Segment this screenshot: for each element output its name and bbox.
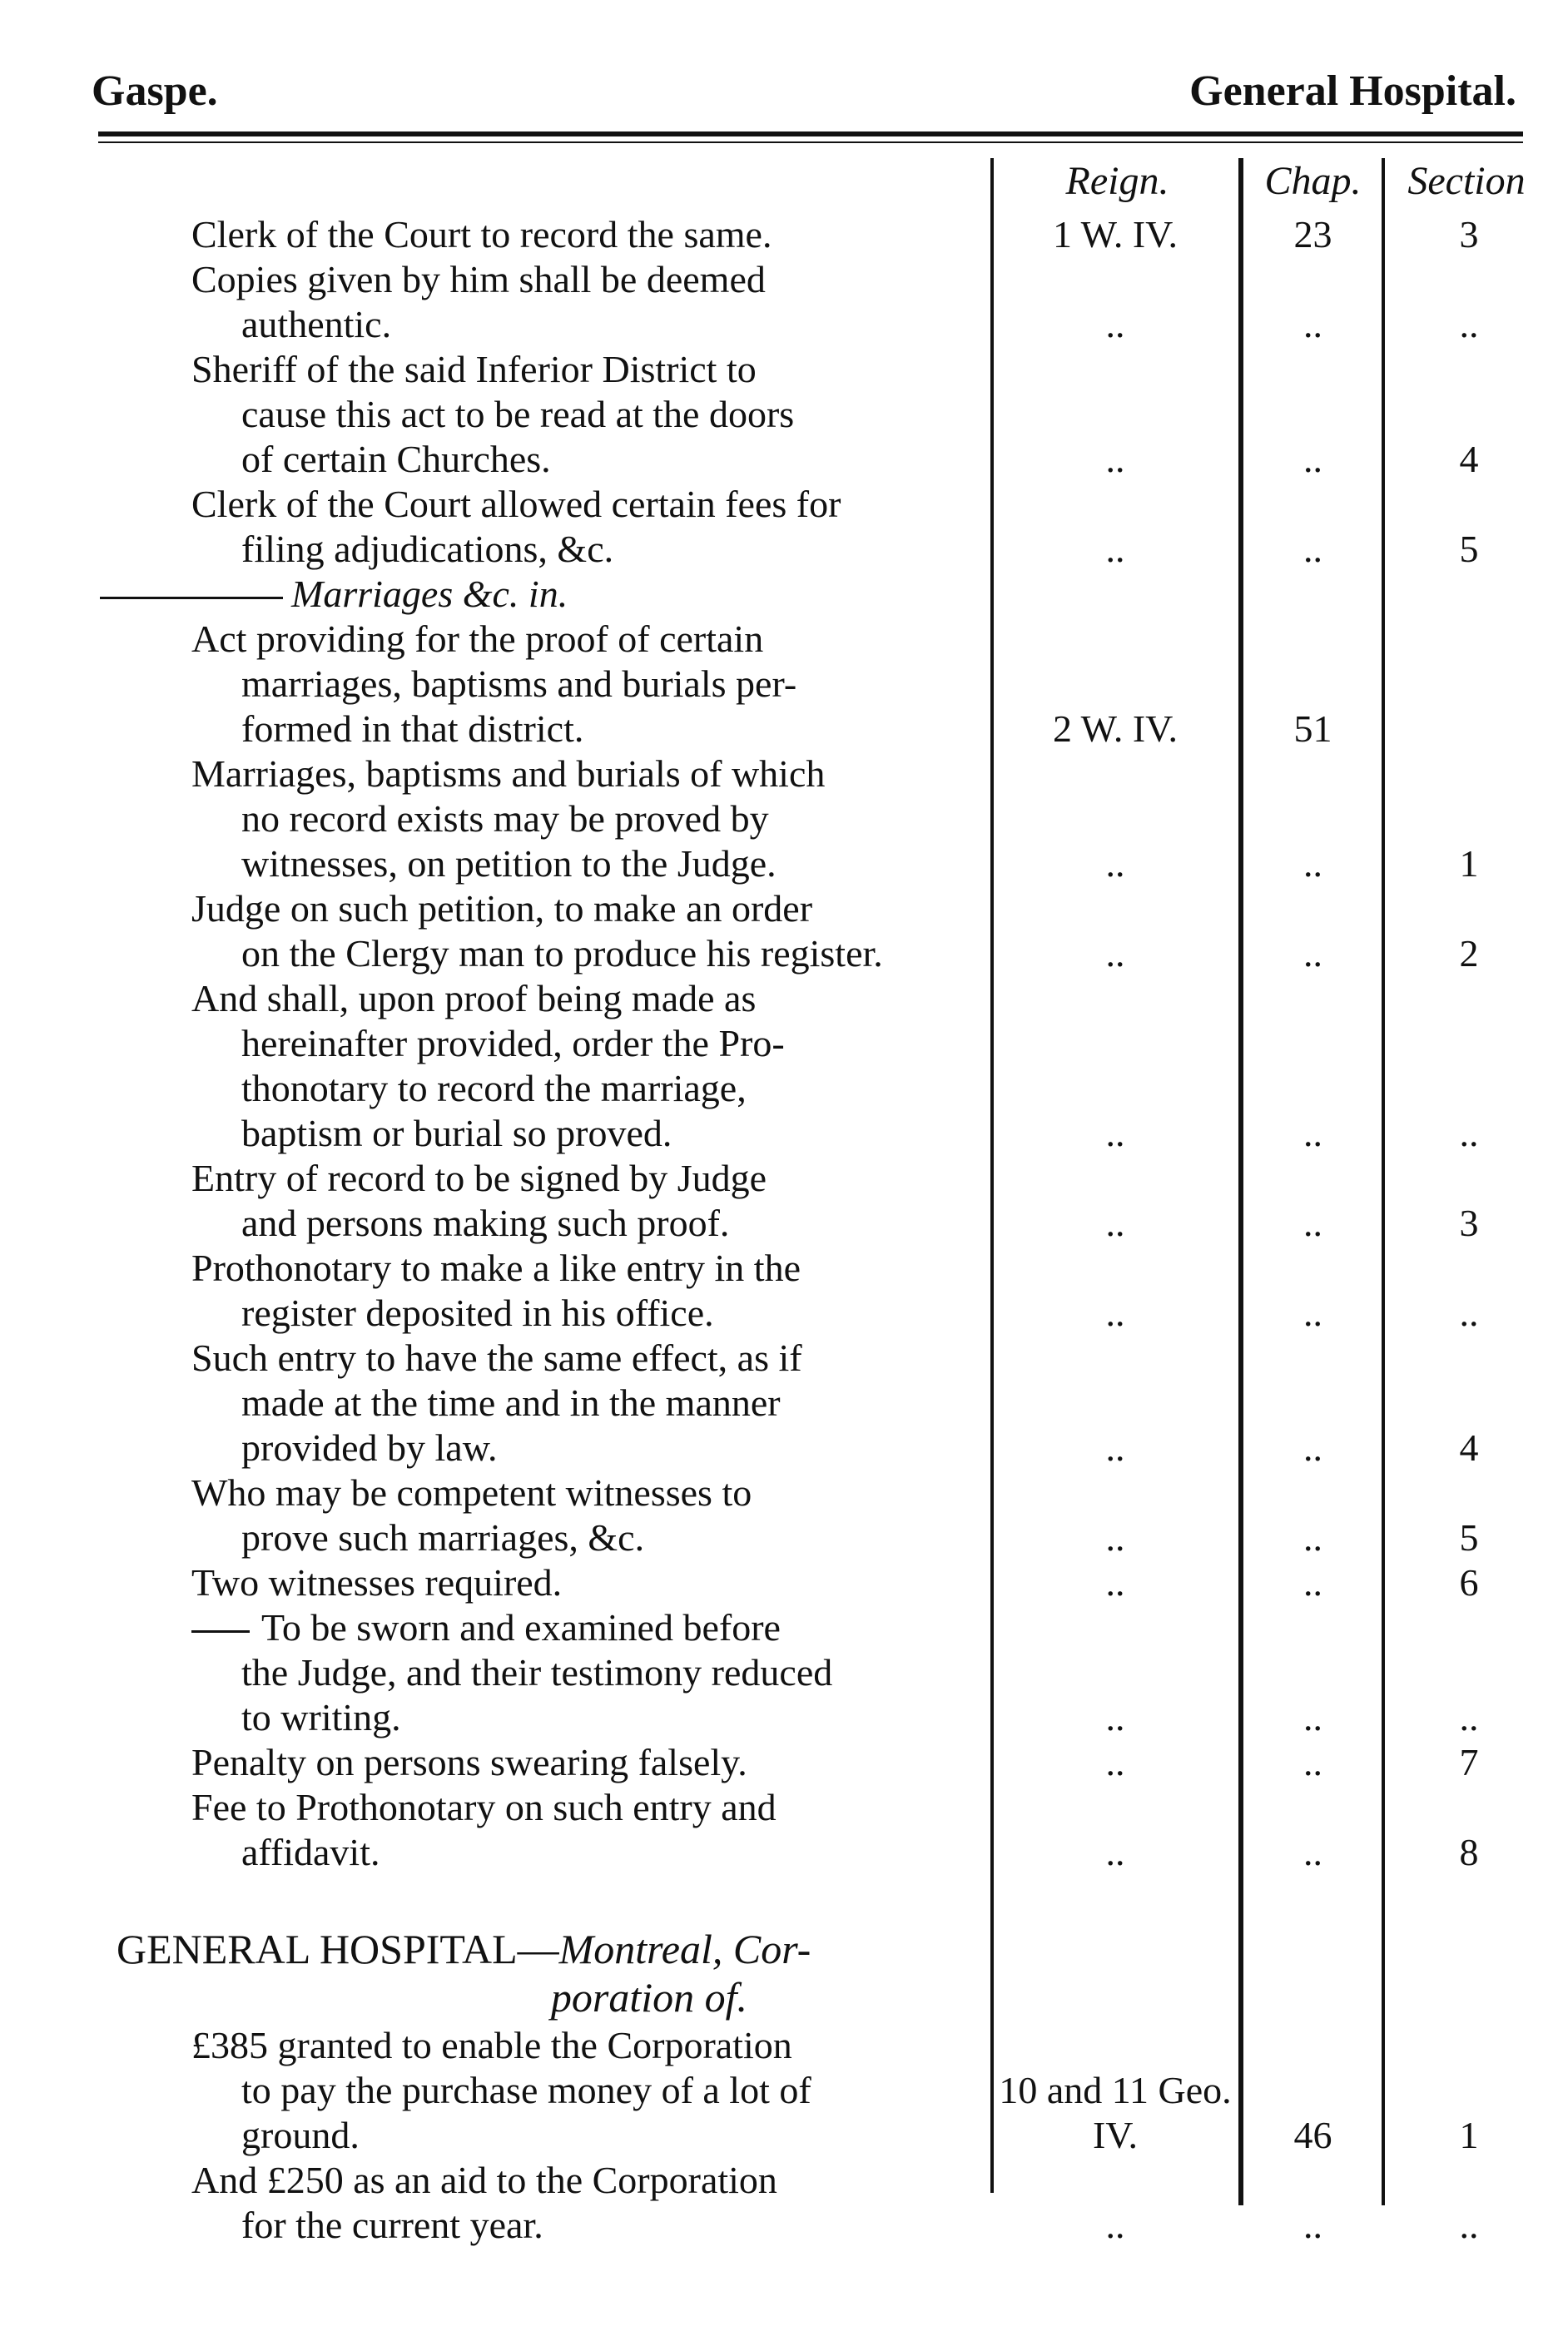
entry-line: for the current year. (241, 2204, 543, 2246)
entry-line: Judge on such petition, to make an order (191, 887, 813, 930)
entry-line: no record exists may be proved by (241, 797, 769, 840)
chapter-cell: .. (1303, 1426, 1322, 1469)
entry-line: of certain Churches. (241, 438, 551, 480)
reign-cell: .. (1105, 842, 1125, 885)
entry-line: Who may be competent witnesses to (191, 1471, 752, 1514)
section-cell: 6 (1459, 1561, 1479, 1604)
index-entry (0, 1471, 1568, 1560)
chapter-cell: .. (1303, 528, 1322, 570)
section-cell: .. (1459, 303, 1479, 345)
index-entry (0, 1246, 1568, 1336)
index-entry (0, 257, 1568, 347)
entry-line: on the Clergy man to produce his register. (241, 932, 883, 975)
entry-line: authentic. (241, 303, 392, 345)
entry-line: Prothonotary to make a like entry in the (191, 1247, 801, 1289)
reign-cell: 2 W. IV. (1053, 707, 1178, 750)
entry-line: to writing. (241, 1696, 401, 1738)
column-head-section: Section (1407, 159, 1526, 203)
subhead-label: Marriages &c. in. (291, 573, 568, 615)
reign-cell: 1 W. IV. (1053, 213, 1178, 255)
section-cell: 1 (1459, 842, 1479, 885)
section-cell: .. (1459, 1112, 1479, 1154)
reign-cell: .. (1105, 303, 1125, 345)
index-entry (0, 212, 1568, 257)
entry-text (191, 1246, 982, 1336)
entry-text (191, 257, 982, 347)
entry-text (191, 347, 982, 482)
entry-line: To be sworn and examined before (191, 1605, 982, 1650)
section-cell: 3 (1459, 1202, 1479, 1244)
entry-text (191, 1471, 982, 1560)
header-rule-thin (98, 141, 1523, 143)
header-rule-thick (98, 131, 1523, 136)
entry-text (191, 1740, 982, 1785)
entry-line: the Judge, and their testimony reduced (241, 1651, 833, 1694)
section-cell: 7 (1459, 1741, 1479, 1783)
section-cell: 4 (1459, 1426, 1479, 1469)
entry-text (191, 751, 982, 886)
index-entry (0, 1740, 1568, 1785)
section-cell: 5 (1459, 528, 1479, 570)
chapter-cell: .. (1303, 842, 1322, 885)
reign-cell: .. (1105, 1112, 1125, 1154)
entry-line: witnesses, on petition to the Judge. (241, 842, 777, 885)
section-cell: 2 (1459, 932, 1479, 975)
entry-line: Sheriff of the said Inferior District to (191, 348, 757, 390)
reign-cell: .. (1105, 528, 1125, 570)
column-head-reign: Reign. (1065, 159, 1169, 203)
reign-cell: .. (1105, 2204, 1125, 2246)
chapter-cell: .. (1303, 1561, 1322, 1604)
reign-cell: .. (1105, 1741, 1125, 1783)
entry-line: £385 granted to enable the Corporation (191, 2024, 792, 2066)
chapter-cell: .. (1303, 1292, 1322, 1334)
chapter-cell: 46 (1293, 2114, 1332, 2156)
chapter-cell: .. (1303, 1831, 1322, 1873)
entry-line: Such entry to have the same effect, as if (191, 1337, 802, 1379)
entry-line: register deposited in his office. (241, 1292, 714, 1334)
entry-line: Act providing for the proof of certain (191, 617, 764, 660)
running-head-left: Gaspe. (92, 67, 218, 115)
section-cell: 1 (1459, 2114, 1479, 2156)
entry-line: Two witnesses required. (191, 1561, 563, 1604)
reign-cell: .. (1105, 1202, 1125, 1244)
chapter-cell: .. (1303, 303, 1322, 345)
entry-line: Copies given by him shall be deemed (191, 258, 766, 300)
index-entry (0, 1605, 1568, 1740)
heading-place: Montreal, Cor- (558, 1926, 811, 1972)
entry-line: provided by law. (241, 1426, 498, 1469)
column-head-chap: Chap. (1264, 159, 1362, 203)
entry-line: And shall, upon proof being made as (191, 977, 757, 1019)
index-entry (0, 482, 1568, 572)
chapter-cell: .. (1303, 1741, 1322, 1783)
entry-line: and persons making such proof. (241, 1202, 730, 1244)
entry-text (191, 1560, 982, 1605)
entry-text (191, 212, 982, 257)
chapter-cell: .. (1303, 2204, 1322, 2246)
chapter-cell: .. (1303, 438, 1322, 480)
section-cell: .. (1459, 1292, 1479, 1334)
section-cell: .. (1459, 2204, 1479, 2246)
entry-text (191, 2023, 982, 2158)
entry-line: Penalty on persons swearing falsely. (191, 1741, 747, 1783)
entry-line: baptism or burial so proved. (241, 1112, 672, 1154)
section-subhead (100, 572, 568, 616)
entry-line: formed in that district. (241, 707, 584, 750)
heading-place-cont: poration of. (550, 1974, 748, 2021)
running-head-right: General Hospital. (1189, 67, 1516, 115)
index-entry (0, 751, 1568, 886)
index-entry (0, 2158, 1568, 2248)
heading-title: GENERAL HOSPITAL— (117, 1926, 559, 1972)
reign-cell: 10 and 11 Geo. IV. (999, 2069, 1232, 2156)
entry-line: Clerk of the Court allowed certain fees for (191, 483, 841, 525)
entry-line: hereinafter provided, order the Pro- (241, 1022, 785, 1064)
entry-line: Fee to Prothonotary on such entry and (191, 1786, 777, 1828)
entry-line: to pay the purchase money of a lot of (241, 2069, 811, 2111)
index-entry (0, 1785, 1568, 1875)
section-cell: .. (1459, 1696, 1479, 1738)
entry-text (191, 886, 982, 976)
index-entry (0, 1156, 1568, 1246)
entry-line: Entry of record to be signed by Judge (191, 1157, 767, 1199)
chapter-cell: .. (1303, 1516, 1322, 1559)
reign-cell: .. (1105, 1516, 1125, 1559)
entry-text (191, 976, 982, 1156)
section-cell: 4 (1459, 438, 1479, 480)
index-entry (0, 886, 1568, 976)
chapter-cell: 51 (1293, 707, 1332, 750)
entry-line: And £250 as an aid to the Corporation (191, 2159, 777, 2201)
entry-text (191, 1785, 982, 1875)
entry-line: ground. (241, 2114, 360, 2156)
entry-line: thonotary to record the marriage, (241, 1067, 747, 1109)
entry-line: affidavit. (241, 1831, 380, 1873)
entry-text (191, 1336, 982, 1471)
section-cell: 3 (1459, 213, 1479, 255)
chapter-cell: .. (1303, 1112, 1322, 1154)
reign-cell: .. (1105, 1696, 1125, 1738)
main-heading-general-hospital (117, 1925, 982, 2021)
index-entry (0, 976, 1568, 1156)
chapter-cell: .. (1303, 932, 1322, 975)
index-entry (0, 1560, 1568, 1605)
entry-text (191, 482, 982, 572)
chapter-cell: .. (1303, 1202, 1322, 1244)
entry-text (191, 1605, 982, 1740)
entry-line: Marriages, baptisms and burials of which (191, 752, 826, 795)
ditto-dash (100, 597, 283, 599)
ditto-dash (191, 1630, 250, 1633)
entry-text (191, 617, 982, 751)
index-entry (0, 347, 1568, 482)
reign-cell: .. (1105, 1831, 1125, 1873)
entry-line: filing adjudications, &c. (241, 528, 614, 570)
section-cell: 5 (1459, 1516, 1479, 1559)
reign-cell: .. (1105, 1426, 1125, 1469)
entry-text (191, 1156, 982, 1246)
reign-cell: .. (1105, 932, 1125, 975)
entry-text (191, 2158, 982, 2248)
entry-line: made at the time and in the manner (241, 1381, 781, 1424)
entry-line: Clerk of the Court to record the same. (191, 213, 772, 255)
chapter-cell: 23 (1293, 213, 1332, 255)
index-entry (0, 2023, 1568, 2158)
entry-line: marriages, baptisms and burials per- (241, 662, 797, 705)
reign-cell: .. (1105, 1561, 1125, 1604)
section-cell: 8 (1459, 1831, 1479, 1873)
reign-cell: .. (1105, 438, 1125, 480)
entry-line: prove such marriages, &c. (241, 1516, 645, 1559)
entry-line: cause this act to be read at the doors (241, 393, 795, 435)
index-entry (0, 617, 1568, 751)
chapter-cell: .. (1303, 1696, 1322, 1738)
index-entry (0, 1336, 1568, 1471)
reign-cell: .. (1105, 1292, 1125, 1334)
